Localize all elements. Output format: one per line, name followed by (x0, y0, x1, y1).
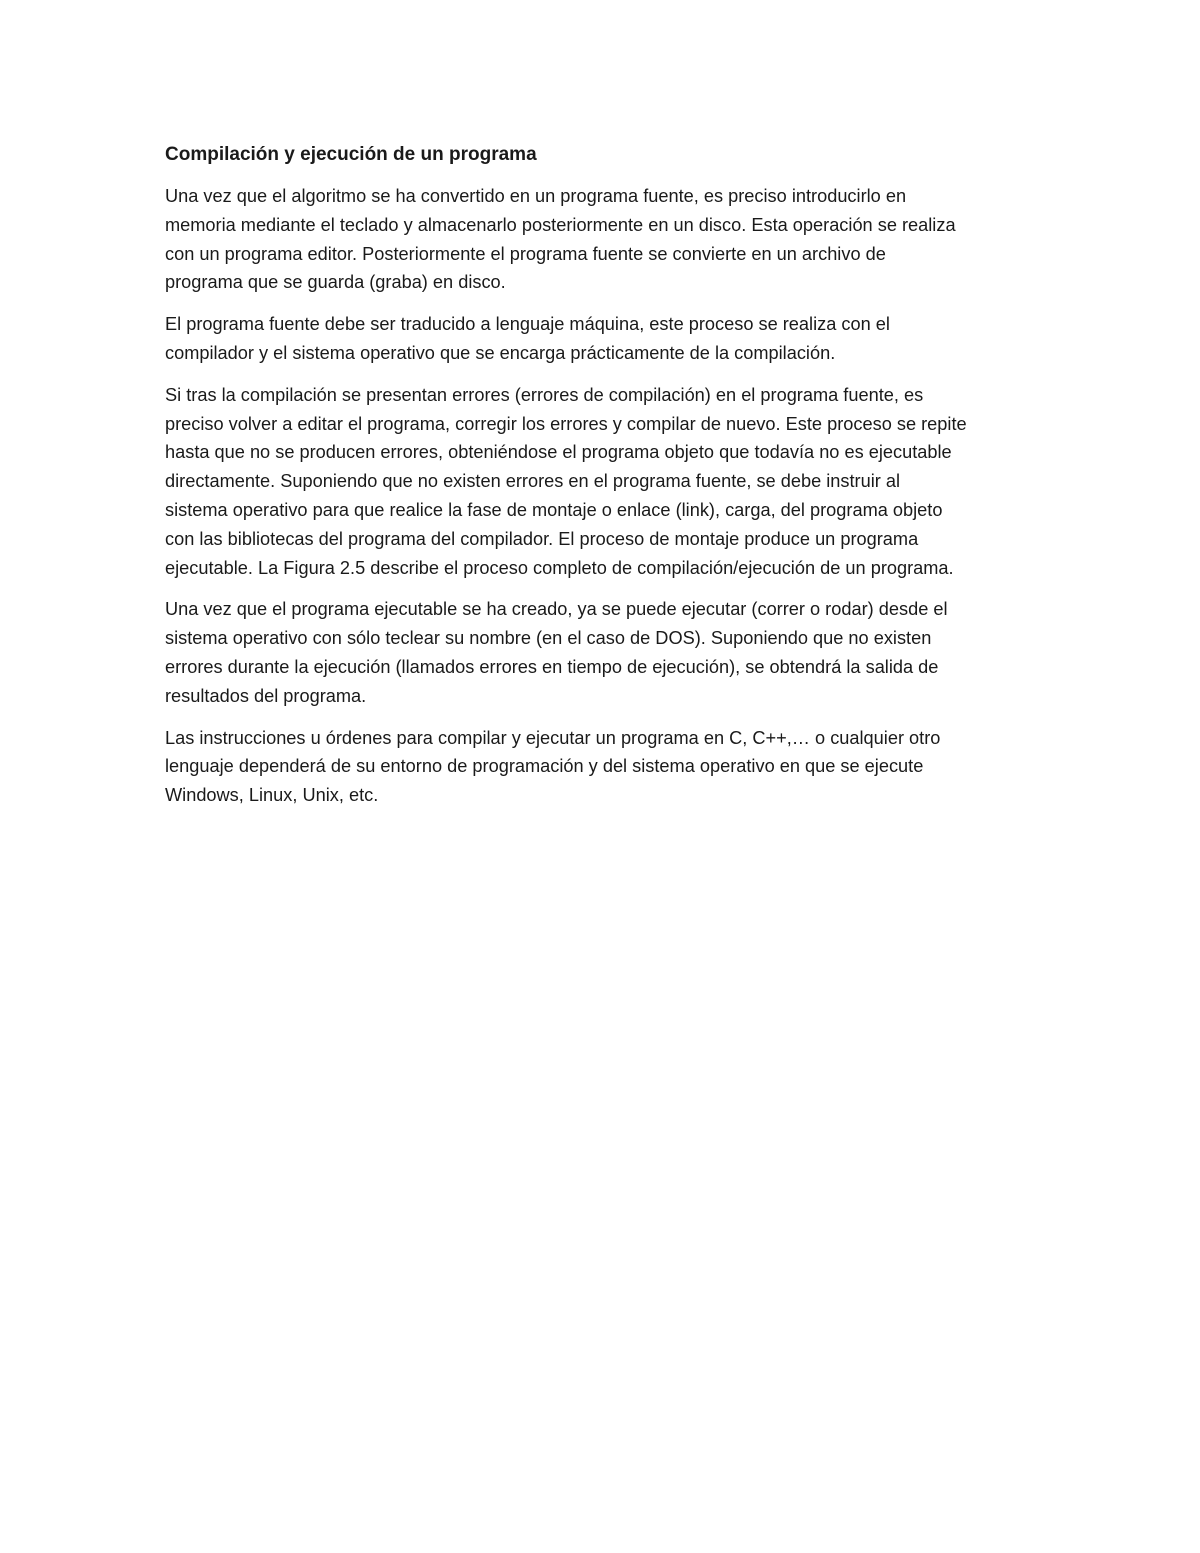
text-line: lenguaje dependerá de su entorno de programación y del sistema operativo en que se ejecute (165, 756, 924, 777)
text-line: preciso volver a editar el programa, corregir los errores y compilar de nuevo. Este proceso se repite (165, 413, 967, 434)
text-line: Una vez que el programa ejecutable se ha creado, ya se puede ejecutar (correr o rodar) desde el (165, 599, 948, 620)
text-line: memoria mediante el teclado y almacenarlo posteriormente en un disco. Esta operación se realiza (165, 214, 956, 235)
paragraph-1 (165, 182, 1045, 297)
text-line: con las bibliotecas del programa del compilador. El proceso de montaje produce un programa (165, 528, 919, 549)
paragraph-2 (165, 310, 1045, 368)
paragraph-3 (165, 381, 1045, 583)
text-line: Las instrucciones u órdenes para compilar y ejecutar un programa en C, C++,… o cualquier otro (165, 727, 941, 748)
document-body (165, 140, 1045, 823)
text-line: ejecutable. La Figura 2.5 describe el proceso completo de compilación/ejecución de un programa. (165, 557, 954, 578)
text-line: sistema operativo para que realice la fase de montaje o enlace (link), carga, del programa objeto (165, 499, 943, 520)
text-line: con un programa editor. Posteriormente el programa fuente se convierte en un archivo de (165, 243, 886, 264)
text-line: Windows, Linux, Unix, etc. (165, 785, 379, 806)
paragraph-5 (165, 724, 1045, 810)
text-line: hasta que no se producen errores, obteniéndose el programa objeto que todavía no es ejecutable (165, 442, 952, 463)
text-line: Una vez que el algoritmo se ha convertido en un programa fuente, es preciso introducirlo en (165, 186, 907, 206)
document-title: Compilación y ejecución de un programa (165, 144, 537, 165)
text-line: directamente. Suponiendo que no existen errores en el programa fuente, se debe instruir al (165, 471, 901, 492)
text-line: errores durante la ejecución (llamados errores en tiempo de ejecución), se obtendrá la salida de (165, 656, 939, 677)
text-line: compilador y el sistema operativo que se encarga prácticamente de la compilación. (165, 342, 836, 363)
text-line: sistema operativo con sólo teclear su nombre (en el caso de DOS). Suponiendo que no existen (165, 628, 932, 649)
paragraph-4 (165, 595, 1045, 710)
text-line: El programa fuente debe ser traducido a lenguaje máquina, este proceso se realiza con el (165, 314, 890, 335)
text-line: Si tras la compilación se presentan errores (errores de compilación) en el programa fuente, es (165, 384, 924, 405)
text-line: programa que se guarda (graba) en disco. (165, 272, 506, 293)
text-line: resultados del programa. (165, 685, 367, 706)
